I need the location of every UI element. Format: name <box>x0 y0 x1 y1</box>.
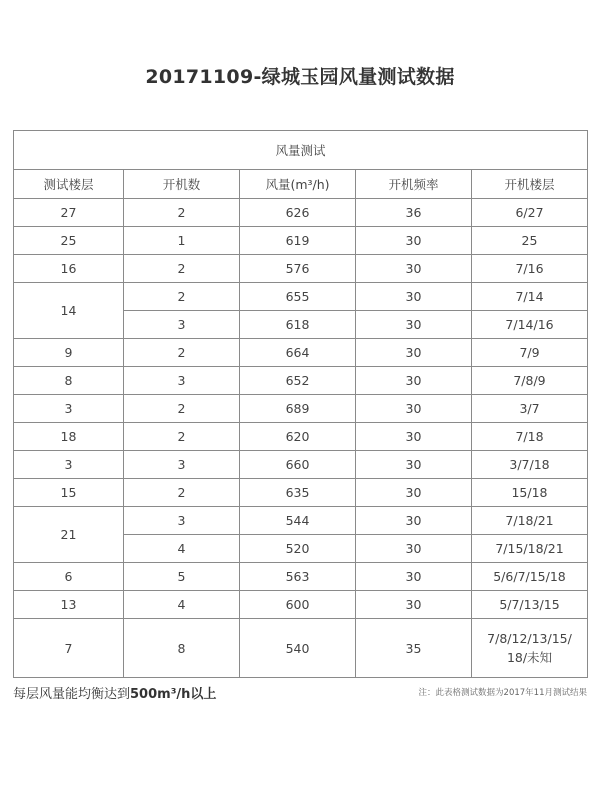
table-row <box>14 451 588 479</box>
cell-machines: 3 <box>124 451 240 479</box>
cell-machines: 4 <box>124 535 240 563</box>
header-floor: 测试楼层 <box>14 170 124 199</box>
page-title: 20171109-绿城玉园风量测试数据 <box>145 66 455 88</box>
cell-floor: 6 <box>14 563 124 591</box>
cell-frequency: 30 <box>356 227 472 255</box>
cell-on-floors-line-2: 18/未知 <box>506 650 553 665</box>
cell-on-floors: 7/9 <box>472 339 588 367</box>
header-on-floors: 开机楼层 <box>472 170 588 199</box>
cell-frequency: 30 <box>356 479 472 507</box>
cell-frequency: 30 <box>356 339 472 367</box>
cell-machines: 3 <box>124 367 240 395</box>
cell-on-floors: 7/14/16 <box>472 311 588 339</box>
table-row <box>14 255 588 283</box>
cell-machines: 2 <box>124 339 240 367</box>
table-row <box>14 339 588 367</box>
cell-floor: 7 <box>14 619 124 678</box>
table-row <box>14 283 588 311</box>
cell-airflow: 652 <box>240 367 356 395</box>
header-frequency: 开机频率 <box>356 170 472 199</box>
table-row <box>14 199 588 227</box>
cell-floor: 21 <box>14 507 124 563</box>
cell-frequency: 30 <box>356 563 472 591</box>
cell-airflow: 626 <box>240 199 356 227</box>
cell-airflow: 563 <box>240 563 356 591</box>
cell-on-floors: 5/6/7/15/18 <box>472 563 588 591</box>
table-caption: 风量测试 <box>14 131 588 170</box>
cell-on-floors: 15/18 <box>472 479 588 507</box>
cell-on-floors: 3/7/18 <box>472 451 588 479</box>
cell-frequency: 35 <box>356 619 472 678</box>
footer-note: 注：此表格测试数据为2017年11月测试结果 <box>418 688 587 698</box>
cell-frequency: 30 <box>356 255 472 283</box>
cell-frequency: 30 <box>356 423 472 451</box>
cell-floor: 8 <box>14 367 124 395</box>
cell-airflow: 540 <box>240 619 356 678</box>
cell-machines: 2 <box>124 199 240 227</box>
cell-frequency: 36 <box>356 199 472 227</box>
table-row <box>14 423 588 451</box>
cell-floor: 25 <box>14 227 124 255</box>
cell-on-floors: 7/15/18/21 <box>472 535 588 563</box>
cell-machines: 5 <box>124 563 240 591</box>
cell-machines: 2 <box>124 283 240 311</box>
cell-airflow: 655 <box>240 283 356 311</box>
cell-machines: 1 <box>124 227 240 255</box>
cell-airflow: 689 <box>240 395 356 423</box>
header-machines: 开机数 <box>124 170 240 199</box>
cell-airflow: 620 <box>240 423 356 451</box>
cell-on-floors: 25 <box>472 227 588 255</box>
cell-on-floors: 5/7/13/15 <box>472 591 588 619</box>
cell-machines: 2 <box>124 479 240 507</box>
cell-airflow: 664 <box>240 339 356 367</box>
cell-floor: 3 <box>14 451 124 479</box>
table-row <box>14 479 588 507</box>
cell-machines: 8 <box>124 619 240 678</box>
table-row <box>14 367 588 395</box>
cell-on-floors: 6/27 <box>472 199 588 227</box>
cell-airflow: 576 <box>240 255 356 283</box>
cell-floor: 15 <box>14 479 124 507</box>
cell-floor: 3 <box>14 395 124 423</box>
table-row <box>14 507 588 535</box>
cell-on-floors: 7/16 <box>472 255 588 283</box>
cell-frequency: 30 <box>356 367 472 395</box>
cell-floor: 18 <box>14 423 124 451</box>
table-row <box>14 227 588 255</box>
table-row <box>14 563 588 591</box>
cell-on-floors: 7/8/9 <box>472 367 588 395</box>
cell-machines: 4 <box>124 591 240 619</box>
cell-machines: 2 <box>124 255 240 283</box>
cell-floor: 13 <box>14 591 124 619</box>
cell-on-floors <box>472 619 588 678</box>
cell-frequency: 30 <box>356 395 472 423</box>
cell-floor: 9 <box>14 339 124 367</box>
footer-summary <box>13 683 216 702</box>
cell-frequency: 30 <box>356 283 472 311</box>
cell-airflow: 660 <box>240 451 356 479</box>
header-airflow: 风量(m³/h) <box>240 170 356 199</box>
cell-floor: 27 <box>14 199 124 227</box>
cell-machines: 3 <box>124 507 240 535</box>
cell-floor: 16 <box>14 255 124 283</box>
cell-frequency: 30 <box>356 311 472 339</box>
cell-on-floors-line-1: 7/8/12/13/15/ <box>487 631 572 646</box>
table-row <box>14 591 588 619</box>
cell-airflow: 618 <box>240 311 356 339</box>
cell-airflow: 635 <box>240 479 356 507</box>
cell-on-floors: 7/18 <box>472 423 588 451</box>
cell-on-floors: 7/18/21 <box>472 507 588 535</box>
cell-airflow: 619 <box>240 227 356 255</box>
cell-frequency: 30 <box>356 451 472 479</box>
cell-on-floors: 7/14 <box>472 283 588 311</box>
cell-on-floors: 3/7 <box>472 395 588 423</box>
airflow-test-table <box>13 130 588 678</box>
cell-machines: 2 <box>124 395 240 423</box>
cell-airflow: 520 <box>240 535 356 563</box>
footer-summary-prefix: 每层风量能均衡达到 <box>13 687 131 702</box>
table-row <box>14 619 588 678</box>
cell-floor: 14 <box>14 283 124 339</box>
cell-machines: 2 <box>124 423 240 451</box>
cell-frequency: 30 <box>356 591 472 619</box>
cell-frequency: 30 <box>356 535 472 563</box>
table-row <box>14 395 588 423</box>
cell-frequency: 30 <box>356 507 472 535</box>
cell-airflow: 544 <box>240 507 356 535</box>
cell-machines: 3 <box>124 311 240 339</box>
cell-airflow: 600 <box>240 591 356 619</box>
footer-summary-highlight: 500m³/h以上 <box>130 687 217 702</box>
